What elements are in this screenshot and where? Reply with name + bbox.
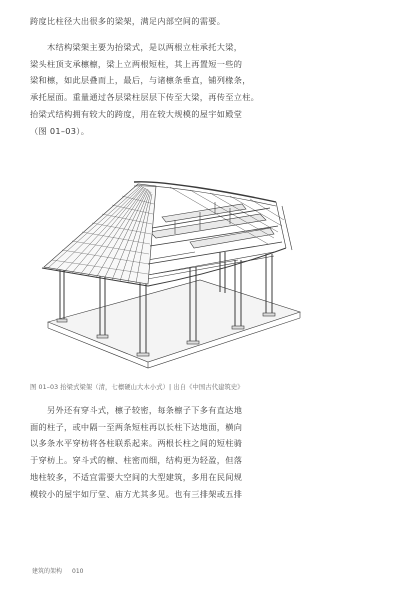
book-title: 建筑的架构 [32, 568, 63, 575]
page-footer [32, 566, 83, 575]
text-line: 梁和檩，如此层叠而上，最后，与诸檩条垂直，铺列椽条， [30, 75, 251, 86]
text-line: 面的柱子，或中隔一至两条短柱再以长柱下达地面，横向 [30, 421, 243, 432]
timber-frame-drawing [30, 172, 310, 376]
paragraph-intro [30, 13, 282, 30]
text-line: 于穿枋上。穿斗式的檩、柱密而细，结构更为轻盈，但落 [30, 455, 243, 466]
text-line: 木结构梁架主要为抬梁式，是以两根立柱承托大梁， [30, 42, 243, 52]
text-line: 梁头柱顶支承檩檩，梁上立两根短柱，其上再置短一些的 [30, 58, 243, 69]
paragraph-chuandou [30, 402, 282, 502]
text-line: 地柱较多，不适宜需要大空间的大型建筑，多用在民间规 [30, 471, 243, 482]
figure-caption: 图 01–03 抬梁式梁架（清，七檩硬山大木小式）| 出自《中国古代建筑史》 [30, 384, 244, 391]
text-line: 模较小的屋宇如厅堂、庙方尤其多见。也有三排架或五排 [30, 488, 243, 499]
text-line: 承托屋面。重量通过各层梁柱层层下传至大梁，再传至立柱。 [30, 92, 260, 103]
page-number: 010 [72, 568, 84, 575]
tailiang-frame-illustration [30, 172, 310, 376]
text-line: （图 01–03）。 [30, 125, 90, 136]
paragraph-tailiang [30, 39, 282, 139]
text-line: 跨度比柱径大出很多的梁架，满足内部空间的需要。 [30, 16, 226, 26]
text-line: 以多条水平穿枋将各柱联系起来。两根长柱之间的短柱骑 [30, 438, 243, 449]
text-line: 另外还有穿斗式，檩子较密，每条檩子下多有直达地 [30, 405, 243, 415]
text-line: 抬梁式结构拥有较大的跨度，用在较大规模的屋宇如殿堂 [30, 108, 243, 119]
